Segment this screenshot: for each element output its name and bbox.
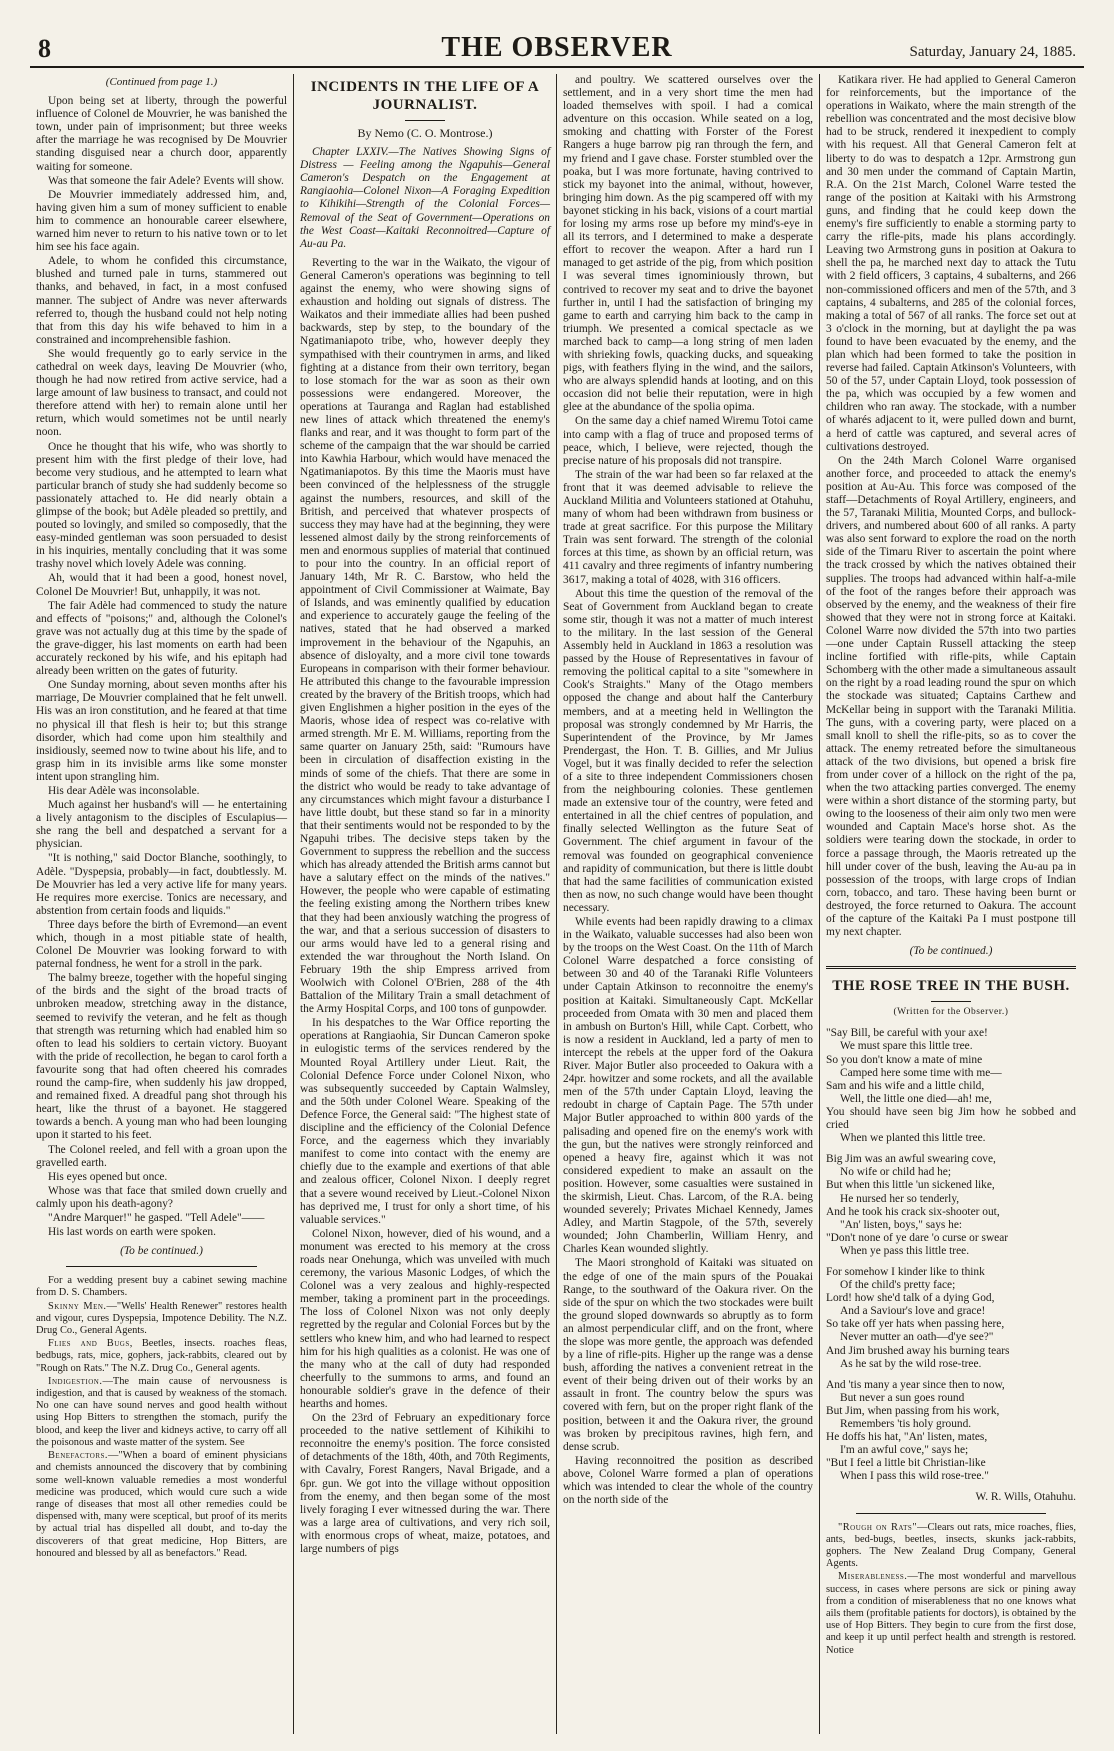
article-paragraph: His eyes opened but once. — [48, 1170, 168, 1183]
article-paragraph: Whose was that face that smiled down cruelly and calmly upon his death-agony? — [36, 1184, 287, 1210]
poem-line: Big Jim was an awful swearing cove, — [826, 1153, 996, 1166]
ad-text: —The most wonderful and marvellous success, in cases where persons are sick or pining away from a condition of miserableness that no one knows what ails them (profitable patients for doctors), is obtained by the use of Hop Bitters. They begin to cure from the first dose, and keep it up until perfect health and strength is restored. Notice — [826, 1571, 1076, 1656]
poem-line: So take off yer hats when passing here, — [826, 1318, 1005, 1331]
article-paragraph: "It is nothing," said Doctor Blanche, soothingly, to Adèle. "Dyspepsia, probably—in fact, doubtlessly. M. De Mouvrier has led a very active life for many years. He requires more exercise. Tonics are necessary, and abstention from certain foods and liquids." — [36, 852, 287, 917]
article-paragraph: On the 24th March Colonel Warre organised another force, and proceeded to attack the enemy's position at Au-Au. This force was composed of the staff—Detachments of Royal Artillery, engineers, and the 57, Taranaki Militia, Mounted Corps, and bullock-drivers, and numbered about 600 of all ranks. A party was also sent forward to explore the road on the north side of the Timaru River to ascertain the point where the track crossed by which the natives obtained their supplies. The troops had advanced within half-a-mile of the foot of the ranges before their approach was observed by the enemy, and the weakness of their fire showed that they were not in strong force at Kaitaki. Colonel Warre now divided the 57th into two parties—one under Captain Russell attacking the steep incline fortified with rifle-pits, while Captain Schomberg with the other made a simultaneous assault on the right by a road leading round the spur on which the stockade was situated; Captains Carthew and McKellar being in support with the Taranaki Militia. The guns, with a covering party, were placed on a small knoll to shell the rifle-pits, so as to cover the attack. The enemy retreated before the simultaneous attack of the two divisions, but opened a brisk fire from under cover of a hillock on the right of the pa, when the two attacking parties converged. The enemy were within a short distance of the storming party, but owing to the looseness of their aim only two men were wounded and Captain Mace's horse shot. As the soldiers were tearing down the stockade, in order to force a passage through, the Maoris retreated up the hill under cover of the bush, leaving the Au-au pa in possession of the troops, with large crops of Indian corn, tobacco, and taro. These having been burnt or destroyed, the force returned to Oakura. The account of the capture of the Kaitaki Pa I must postpone till my next chapter. — [826, 454, 1077, 939]
article-paragraph: She would frequently go to early service in the cathedral on week days, leaving De Mouvrier (who, though he had now retired from active service, had a large amount of law business to transact, and could not therefore attend with her) to remain alone until her return, which would sometimes not be until nearly noon. — [36, 347, 287, 439]
article-paragraph: About this time the question of the removal of the Seat of Government from Auckland began to create some stir, though it was not a matter of much interest to the military. In the last session of the General Assembly held in Auckland in 1863 a resolution was passed by the House of Representatives in favour of removing the political capital to a site "somewhere in Cook's Straights." Many of the Otago members opposed the change and about half the Canterbury members, and at a meeting held in Wellington the proposal was strongly condemned by Mr Harris, the Superintendent of the Province, by Mr James Prendergast, the Hon. T. B. Gillies, and Mr Julius Vogel, but it was finally decided to refer the selection of a site to three independent Commissioners chosen from the neighbouring colonies. These gentlemen made an extensive tour of the country, were feted and entertained in all the chief centres of population, and finally selected Wellington as the future Seat of Government. The chief argument in favour of the removal was founded on geographical convenience and rapidity of communication, but there is little doubt that had the same facilities of communication existed then as now, no such change would have been thought necessary. — [563, 587, 813, 914]
advertisement — [36, 1275, 287, 1299]
article-paragraph: On the 23rd of February an expeditionary force proceeded to the native settlement of Kihikihi to reconnoitre the enemy's position. The force consisted of detachments of the 18th, 40th, and 70th Regiments, with Cavalry, Forest Rangers, Naval Brigade, and a 6pr. gun. We got into the village without opposition from the enemy, and then began some of the most lively foraging I ever witnessed during the war. There was a large area of cultivations, and very rich soil, with enormous crops of wheat, maize, potatoes, and large numbers of pigs — [300, 1412, 550, 1556]
ad-text: For a wedding present buy a cabinet sewing machine from D. S. Chambers. — [36, 1275, 287, 1299]
article-paragraph: Three days before the birth of Evremond—an event which, though in a most pitiable state of health, Colonel De Mouvrier was looking forward to with paternal fondness, he went for a stroll in the park. — [36, 918, 287, 971]
article-paragraph: The Colonel reeled, and fell with a groan upon the gravelled earth. — [36, 1143, 287, 1169]
issue-date: Saturday, January 24, 1885. — [909, 44, 1076, 60]
article-paragraph: One Sunday morning, about seven months after his marriage, De Mouvrier complained that he felt unwell. His was an iron constitution, and he feared at that time no physical ill that flesh is heir to; but this strange disorder, which had come upon him stealthily and insidiously, seemed now to twine about his life, and to grasp him in its invisible arms like some monster intent upon strangling him. — [36, 679, 287, 783]
ad-text: —"Wells' Health Renewer" restores health and vigour, cures Dyspepsia, Impotence Debility. The N.Z. Drug Co., General Agents. — [36, 1300, 287, 1337]
column-1 — [30, 74, 293, 1734]
ad-lead: "Rough on Rats" — [838, 1521, 918, 1533]
ad-text: —Clears out rats, mice roaches, flies, ants, bed-bugs, beetles, insects, skunks jack-rabbits, gophers. The New Zealand Drug Company, General Agents. — [826, 1521, 1077, 1570]
ad-lead: Miserableness. — [838, 1571, 908, 1583]
article-paragraph: Ah, would that it had been a good, honest novel, Colonel De Mouvrier! But, unhappily, it was not. — [36, 572, 287, 598]
article-paragraph: Reverting to the war in the Waikato, the vigour of General Cameron's operations was beginning to tell against the enemy, who were showing signs of exhaustion and holding out signals of distress. The Waikatos and their immediate allies had been pushed backwards, step by step, to the boundary of the Ngatimaniapoto tribe, who, however deeply they sympathised with their countrymen in arms, and liked fighting at a distance from their own territory, began to lose stomach for the war as soon as their own possessions were endangered. Moreover, the operations at Tauranga and Raglan had established new lines of attack which threatened the enemy's flanks and rear, and it was thought to form part of the scheme of the campaign that the war should be carried into Kawhia Harbour, which would have menaced the Ngatimaniapotos. By this time the Maoris must have been convinced of the helplessness of the struggle against the numbers, resources, and skill of the British, and perceived that whatever prospects of success they may have had at the beginning, they were lessened almost daily by the strong reinforcements of men and enormous supplies of material that continued to pour into the country. In an official report of January 14th, Mr R. C. Barstow, who held the appointment of Civil Commissioner at Waimate, Bay of Islands, and was eminently qualified by education and experience to accurately gauge the feeling of the natives, stated that he had observed a marked improvement in the behaviour of the Ngapuhis, an absence of disloyalty, and a more civil tone towards Europeans in comparison with their former behaviour. He attributed this change to the favourable impression created by the bravery of the British troops, which had given Englishmen a higher position in the eyes of the Maoris, whose idea of respect was co-relative with armed strength. Mr E. M. Williams, reporting from the same quarter on January 25th, said: "Rumours have been in circulation of disaffection existing in the minds of some of the chiefs. That there are some in the district who would be ready to take advantage of any circumstances which might favour a disturbance I have little doubt, but these stand so far in a minority that their sentiments would not be responded to by the Ngapuhi tribes. The decisive steps taken by the Government to suppress the rebellion and the success which has already attended the British arms cannot but have a salutary effect on the minds of the natives." However, the people who were capable of estimating the feeling existing among the Northern tribes knew that they had been anxiously watching the progress of the war, and that a serious succession of disasters to our arms would have led to a general rising and extended the war throughout the North Island. On February 19th the ship Empress arrived from Woolwich with Colonel O'Brien, 288 of the 4th Battalion of the Military Train a small detachment of the Army Hospital Corps, and 100 tons of gunpowder. — [300, 256, 550, 1016]
article-paragraph: In his despatches to the War Office reporting the operations at Rangiaohia, Sir Duncan Cameron spoke in eulogistic terms of the services rendered by the Mounted Royal Artillery under Lieut. Rait, the Colonial Defence Force under Colonel Nixon, who was subsequently succeeded by Captain Walmsley, and the 50th under Colonel Weare. Speaking of the Defence Force, the General said: "The highest state of discipline and the efficiency of the Colonial Defence Force, and the eagerness which they invariably manifest to come into contact with the enemy are chiefly due to the example and exertions of that able and zealous officer, Colonel Nixon. I deeply regret that a severe wound received by Lieut.-Colonel Nixon has deprived me, I trust for only a short time, of his valuable services." — [300, 1017, 550, 1226]
to-be-continued: (To be continued.) — [120, 1245, 203, 1258]
article-paragraph: His last words on earth were spoken. — [48, 1226, 216, 1239]
article-paragraph: "Andre Marquer!" he gasped. "Tell Adele"—— — [48, 1211, 265, 1224]
article-title: INCIDENTS IN THE LIFE OF A JOURNALIST. — [310, 79, 540, 113]
article-paragraph: Once he thought that his wife, who was shortly to present him with the first pledge of their love, had become very studious, and he attempted to learn what particular branch of study she had suddenly become so passionately attached to. He did nearly obtain a glimpse of the book; but Adèle pleaded so prettily, and pouted so lovingly, and smiled so composedly, that the easy-minded gentleman was soon persuaded to desist in his inquiries, mentally concluding that it was some trashy novel which lovely Adele was conning. — [36, 440, 287, 571]
poem-line: But when this little 'un sickened like, — [826, 1179, 995, 1192]
poem-line: "Don't none of ye dare 'o curse or swear — [826, 1231, 1009, 1244]
to-be-continued: (To be continued.) — [909, 945, 993, 958]
poem-line: When I pass this wild rose-tree." — [840, 1470, 989, 1483]
ad-lead: Benefactors. — [48, 1450, 108, 1462]
divider — [931, 1001, 971, 1002]
article-paragraph: The strain of the war had been so far relaxed at the front that it was deemed advisable to relieve the Auckland Militia and Volunteers stationed at Otahuhu, many of whom had been withdrawn from business or trade at great sacrifice. For this purpose the Military Train was sent forward. The strength of the colonial forces at this time, as shown by an official return, was 411 cavalry and three regiments of infantry numbering 3617, making a total of 4028, with 316 officers. — [563, 468, 813, 586]
advertisement — [36, 1450, 287, 1560]
poem-line: No wife or child had he; — [840, 1166, 952, 1179]
poem-line: We must spare this little tree. — [840, 1040, 973, 1053]
poem-line: Of the child's pretty face; — [840, 1279, 956, 1292]
chapter-summary: Chapter LXXIV.—The Natives Showing Signs of Distress — Feeling among the Ngapuhis—General Cameron's Despatch on the Engagement at Rangiaohia—Colonel Nixon—A Foraging Expedition to Kihikihi—Strength of the Colonial Forces—Removal of the Seat of Government—Operations on the West Coast—Kaitaki Reconnoitred—Capture of Au-au Pa. — [300, 146, 550, 250]
ad-text: Beetles, insects. roaches fleas, bedbugs, rats, mice, gophers, jack-rabbits, cleared out by "Rough on Rats." The N.Z. Drug Co., General agents. — [36, 1338, 287, 1374]
poem-title: THE ROSE TREE IN THE BUSH. — [832, 978, 1070, 995]
poem-line: "But I feel a little bit Christian-like — [826, 1457, 986, 1470]
ad-lead: Skinny Men. — [48, 1300, 107, 1312]
ad-lead: Indigestion. — [48, 1375, 103, 1387]
poem-line: For somehow I kinder like to think — [826, 1265, 985, 1278]
article-paragraph: Was that someone the fair Adele? Events will show. — [48, 174, 284, 187]
article-paragraph: The balmy breeze, together with the hopeful singing of the birds and the sight of the broad tracts of unbroken meadow, stretching away in the distance, seemed to revivify the veteran, and he felt as though that strength was returning which had enabled him so often to lead his soldiers to certain victory. Buoyant with the pride of recollection, he began to carol forth a favourite song that had often cheered his comrades round the camp-fire, when suddenly his jaw dropped, and remained fixed. A dreadful pang shot through his heart, like the thrust of a bayonet. He staggered towards a bench. A young man who had been lounging upon it started to his feet. — [36, 972, 287, 1142]
column-4 — [819, 74, 1082, 1734]
poem-line: Remembers 'tis holy ground. — [840, 1418, 972, 1430]
article-paragraph: Adele, to whom he confided this circumstance, blushed and turned pale in turns, stammered out thanks, and behaved, in fact, in a most confused manner. The subject of Andre was never afterwards referred to, though the husband could not help noting that from this day his wife behaved to him in a constrained and incomprehensible fashion. — [36, 255, 287, 346]
poem-line: Camped here some time with me— — [840, 1066, 1002, 1079]
poem-line: And a Saviour's love and grace! — [840, 1305, 986, 1318]
byline: By Nemo (C. O. Montrose.) — [357, 126, 493, 140]
poem-line: As he sat by the wild rose-tree. — [840, 1357, 982, 1370]
poem-line: Well, the little one died—ah! me, — [840, 1092, 992, 1105]
ad-text: —The main cause of nervousness is indigestion, and that is caused by weakness of the stomach. No one can have sound nerves and good health without using Hop Bitters to strengthen the stomach, purify the blood, and keep the liver and kidneys active, to carry off all the poisonous and waste matter of the system. See — [36, 1375, 287, 1448]
poem-stanza — [826, 1153, 1076, 1258]
poem-line: When ye pass this little tree. — [840, 1244, 970, 1257]
poem-line: Lord! how she'd talk of a dying God, — [826, 1292, 995, 1305]
advertisement — [36, 1338, 287, 1375]
columns — [30, 74, 1084, 1734]
poem-line: And he took his crack six-shooter out, — [826, 1205, 1000, 1218]
article-paragraph: Having reconnoitred the position as described above, Colonel Warre formed a plan of operations which was intended to clear the whole of the country on the north side of the — [563, 1454, 813, 1507]
poem-author: W. R. Wills, Otahuhu. — [975, 1491, 1076, 1504]
poem-line: He nursed her so tenderly, — [840, 1192, 960, 1205]
poem-line: And 'tis many a year since then to now, — [826, 1378, 1005, 1391]
poem-line: When we planted this little tree. — [840, 1132, 986, 1145]
continued-note: (Continued from page 1.) — [105, 76, 218, 88]
masthead — [30, 30, 1084, 68]
poem-stanza — [826, 1379, 1076, 1484]
article-paragraph: and poultry. We scattered ourselves over the settlement, and in a very short time the men had loaded themselves with spoil. I had a comical adventure on this occasion. While seated on a log, smoking and chatting with Forster of the Forest Rangers a huge barrow pig ran through the fern, and my friend and I gave chase. Forster stumbled over the poaka, but I was more fortunate, having contrived to stick my bayonet into the animal, without, however, bringing him down. As the pig scampered off with my bayonet sticking in his back, visions of a court martial for losing my arms rose up before my mind's-eye in all its terrors, and I determined to make a desperate effort to recover the weapon. After a hard run I managed to get astride of the pig, from which position I was several times ignominiously thrown, but contrived to recover my seat and to drive the bayonet further in, until I had the satisfaction of bringing my game to earth and carrying him back to the camp in triumph. We presented a comical spectacle as we marched back to camp—a long string of men laden with shrieking fowls, quacking ducks, and squeaking pigs, with feathers flying in the wind, and the sailors, who are always splendid hands at looting, and on this occasion did not belie their reputation, were in high glee at the abundance of the spolia opima. — [563, 74, 813, 414]
article-paragraph: Colonel Nixon, however, died of his wound, and a monument was erected to his memory at the cross roads near Onehunga, which was unveiled with much ceremony, the various Masonic Lodges, of which the Colonel was a very zealous and highly-respected member, taking a prominent part in the proceedings. The loss of Colonel Nixon was not only deeply regretted by the regular and Colonial Forces but by the settlers who knew him, and who had learned to respect him for his high qualities as a colonist. He was one of the many who at the call of duty had responded cheerfully to the summons to arms, and found an honourable soldier's grave in the defence of their hearths and homes. — [300, 1227, 550, 1410]
article-paragraph: Upon being set at liberty, through the powerful influence of Colonel de Mouvrier, he was banished the town, under pain of imprisonment; but three weeks after the marriage he was recognised by De Mouvrier standing disguised near a church door, apparently waiting for someone. — [36, 95, 287, 173]
poem-line: But never a sun goes round — [840, 1391, 965, 1404]
divider — [405, 120, 445, 121]
article-paragraph: On the same day a chief named Wiremu Totoi came into camp with a flag of truce and proposed terms of peace, which, I believe, were rejected, though the precise nature of his proposals did not transpire. — [563, 415, 813, 467]
poem-stanza — [826, 1027, 1076, 1145]
divider — [856, 1513, 1046, 1514]
advertisement — [36, 1301, 287, 1338]
poem-line: So you don't know a mate of mine — [826, 1053, 983, 1066]
ad-lead: Flies and Bugs, — [48, 1338, 133, 1350]
page-number: 8 — [38, 34, 51, 63]
poem-line: "An' listen, boys," says he: — [840, 1218, 963, 1231]
article-paragraph: Much against her husband's will — he entertaining a lively antagonism to the disciples of Esculapius—she rang the bell and despatched a servant for a physician. — [36, 799, 287, 851]
poem-line: You should have seen big Jim how he sobbed and cried — [826, 1105, 1076, 1132]
article-paragraph: The Maori stronghold of Kaitaki was situated on the edge of one of the main spurs of the Pouakai Range, to the southward of the Oakura river. On the side of the spur on which the two stockades were built the ground sloped downwards so abruptly as to form an almost perpendicular cliff, and on the front, where the slope was more gentle, the approach was defended by a line of rifle-pits. Higher up the range was a dense bush, affording the natives a convenient retreat in the event of their being driven out of their works by an assault in front. The country below the spurs was covered with fern, but on the proper right flank of the position, between it and the Oakura river, the ground was broken by precipitous ravines, high fern, and dense scrub. — [563, 1257, 813, 1453]
divider — [826, 966, 1076, 969]
article-paragraph: The fair Adèle had commenced to study the nature and effects of "poisons;" and, although the Colonel's grave was not actually dug at this time by the spade of the grave-digger, his last moments on earth had been accurately reckoned by his wife, and his epitaph had already been written on the gates of futurity. — [36, 599, 287, 678]
poem-line: I'm an awful cove," says he; — [840, 1444, 969, 1457]
column-3 — [556, 74, 819, 1734]
poem-line: Never mutter an oath—d'ye see?" — [840, 1331, 994, 1344]
poem-line: And Jim brushed away his burning tears — [826, 1344, 1010, 1357]
advertisement — [826, 1571, 1076, 1656]
article-paragraph: De Mouvrier immediately addressed him, and, having given him a sum of money sufficient to enable him to commence an honourable career elsewhere, warned him never to return to his native town or to let him see his face again. — [36, 188, 287, 254]
advertisement — [36, 1376, 287, 1449]
ad-text: —"When a board of eminent physicians and chemists announced the discovery that by combining some well-known valuable remedies a most wonderful medicine was produced, which would cure such a wide range of diseases that most all other remedies could be dispensed with, many were sceptical, but proof of its merits by actual trial has dispelled all doubt, and to-day the discoverers of that great medicine, Hop Bitters, are honoured and blessed by all as benefactors." Read. — [36, 1450, 287, 1559]
paper-name: THE OBSERVER — [441, 32, 673, 63]
poem-line: Sam and his wife and a little child, — [826, 1079, 985, 1092]
advertisement — [826, 1522, 1076, 1571]
poem-line: But Jim, when passing from his work, — [826, 1404, 1000, 1417]
article-paragraph: While events had been rapidly drawing to a climax in the Waikato, valuable successes had also been won by the troops on the West Coast. On the 11th of March Colonel Warre despatched a force consisting of between 30 and 40 of the Taranaki Rifle Volunteers under Captain Atkinson to reconnoitre the enemy's position at Kaitaki. Simultaneously Capt. McKellar proceeded from Omata with 30 men and placed them in ambush on Burton's Hill, while Capt. Corbett, who is now a resident in Auckland, led a party of men to intercept the rebels at the upper ford of the Oakura River. Major Butler also proceeded to Oakura with a 24pr. howitzer and some rockets, and all the available men of the 57th under Captain Lloyd, leaving the redoubt in charge of Captain Page. The 57th under Major Butler approached to within 800 yards of the palisading and opened fire on the enemy's work with the gun, but the natives were strongly reinforced and opened a heavy fire, against which it was not considered expedient to make an assault on the position. However, some casualties were sustained in the skirmish, Lieut. Chas. Larcom, of the R.A. being wounded severely; Privates Michael Kennedy, James Adley, and Martin Stagpole, of the 57th, severely wounded; John Chamberlin, William Henry, and Charles Kean wounded slightly. — [563, 916, 813, 1256]
poem-line: He doffs his hat, "An' listen, mates, — [826, 1431, 988, 1444]
divider — [66, 1266, 257, 1267]
poem-source: (Written for the Observer.) — [893, 1007, 1009, 1018]
column-2 — [293, 74, 556, 1734]
poem-stanza — [826, 1266, 1076, 1371]
article-paragraph: His dear Adèle was inconsolable. — [48, 784, 200, 797]
poem-line: "Say Bill, be careful with your axe! — [826, 1027, 988, 1040]
article-paragraph: Katikara river. He had applied to General Cameron for reinforcements, but the importance of the operations in Waikato, where the main strength of the rebellion was concentrated and the most decisive blow had to be struck, rendered it inexpedient to comply with his request. All that General Cameron felt at liberty to do was to despatch a 12pr. Armstrong gun and 30 men under the command of Captain Martin, R.A. On the 21st March, Colonel Warre tested the range of the position at Kaitaki with his Armstrong guns, and finding that he could keep down the enemy's fire sufficiently to enable a storming party to carry the rifle-pits, made his plans accordingly. Leaving two Armstrong guns in position at Oakura to shell the pa, he marched next day to attack the Tutu with 2 field officers, 3 captains, 4 subalterns, and 266 non-commissioned officers and men of the 57th, and 3 captains, 4 subalterns, and 285 of the colonial forces, making a total of 567 of all ranks. The force set out at 3 o'clock in the morning, but at daylight the pa was found to have been evacuated by the enemy, and the plan which had been formed to take the position in reverse had failed. Captain Atkinson's Volunteers, with 50 of the 57, under Captain Lloyd, took possession of the pa, which was occupied by a few women and children who ran away. The stockade, with a number of wharés adjacent to it, were pulled down and burnt, a herd of cattle was captured, and several acres of cultivations destroyed. — [826, 74, 1076, 453]
